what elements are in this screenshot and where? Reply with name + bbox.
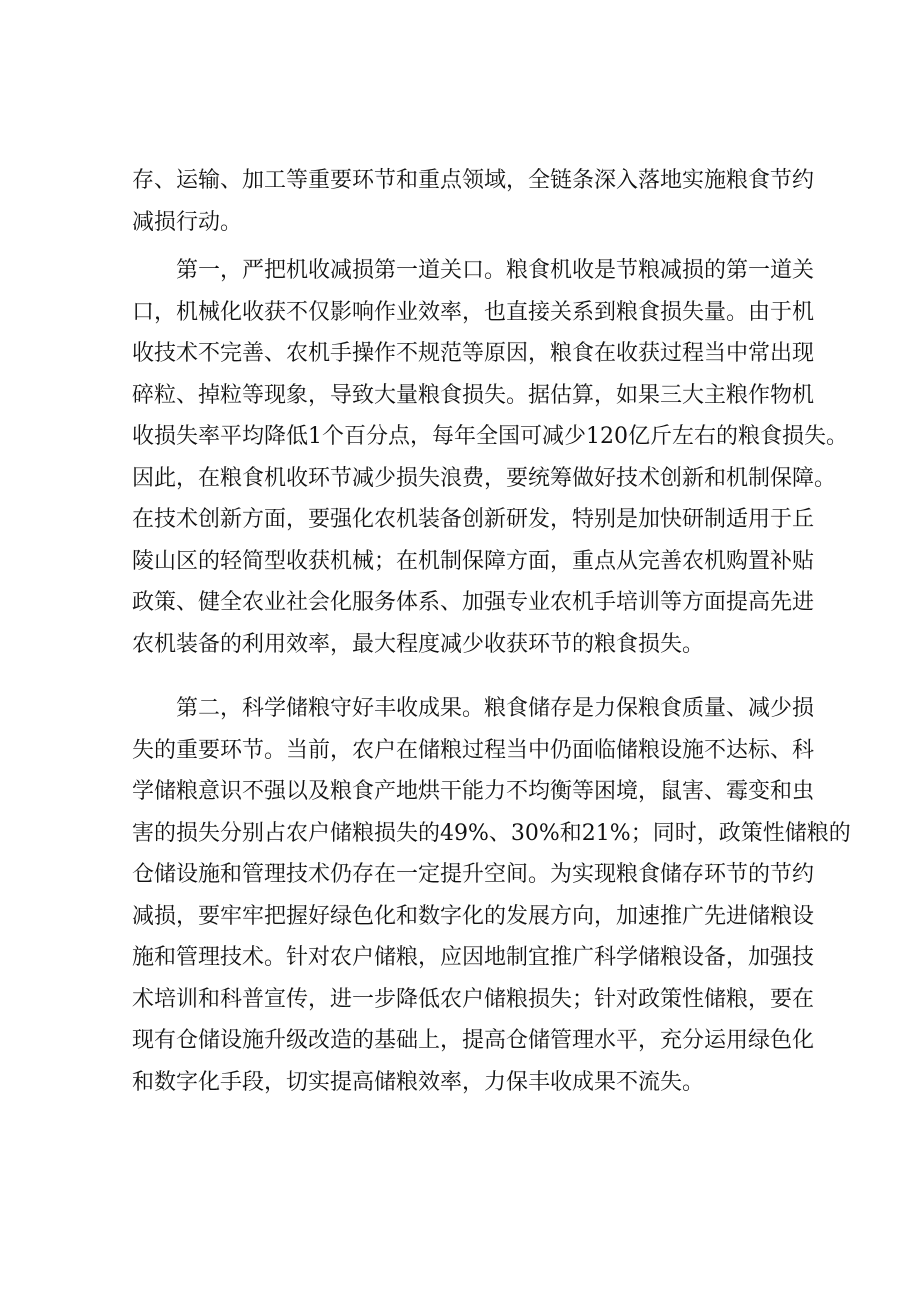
text-line: 第一，严把机收减损第一道关口。粮食机收是节粮减损的第一道关	[176, 258, 815, 283]
text-line: 第二，科学储粮守好丰收成果。粮食储存是力保粮食质量、减少损	[176, 696, 815, 721]
text-line: 失的重要环节。当前，农户在储粮过程当中仍面临储粮设施不达标、科	[132, 737, 815, 763]
text-line: 仓储设施和管理技术仍存在一定提升空间。为实现粮食储存环节的节约	[132, 862, 815, 887]
paragraph-continuation	[132, 160, 815, 243]
text-line: 收损失率平均降低1个百分点，每年全国可减少120亿斤左右的粮食损失。	[132, 424, 848, 449]
text-line: 政策、健全农业社会化服务体系、加强专业农机手培训等方面提高先进	[132, 590, 815, 615]
text-line: 口，机械化收获不仅影响作业效率，也直接关系到粮食损失量。由于机	[132, 299, 815, 325]
text-line: 农机装备的利用效率，最大程度减少收获环节的粮食损失。	[132, 631, 705, 657]
text-line: 减损，要牢牢把握好绿色化和数字化的发展方向，加速推广先进储粮设	[132, 903, 815, 929]
text-line: 和数字化手段，切实提高储粮效率，力保丰收成果不流失。	[132, 1069, 705, 1095]
text-line: 陵山区的轻简型收获机械；在机制保障方面，重点从完善农机购置补贴	[132, 548, 815, 574]
text-line: 害的损失分别占农户储粮损失的49%、30%和21%；同时，政策性储粮的	[132, 820, 851, 846]
text-line: 术培训和科普宣传，进一步降低农户储粮损失；针对政策性储粮，要在	[132, 986, 815, 1012]
text-line: 存、运输、加工等重要环节和重点领域，全链条深入落地实施粮食节约	[132, 168, 815, 193]
text-line: 碎粒、掉粒等现象，导致大量粮食损失。据估算，如果三大主粮作物机	[132, 382, 815, 408]
paragraph-first-mechanized-harvest	[132, 250, 848, 665]
paragraph-second-scientific-storage	[132, 688, 851, 1103]
text-line: 减损行动。	[132, 209, 243, 235]
text-line: 因此，在粮食机收环节减少损失浪费，要统筹做好技术创新和机制保障。	[132, 465, 837, 491]
text-line: 现有仓储设施升级改造的基础上，提高仓储管理水平，充分运用绿色化	[132, 1028, 815, 1053]
text-line: 学储粮意识不强以及粮食产地烘干能力不均衡等困境，鼠害、霉变和虫	[132, 779, 815, 804]
text-line: 收技术不完善、农机手操作不规范等原因，粮食在收获过程当中常出现	[132, 341, 815, 366]
text-line: 施和管理技术。针对农户储粮，应因地制宜推广科学储粮设备，加强技	[132, 945, 815, 970]
text-line: 在技术创新方面，要强化农机装备创新研发，特别是加快研制适用于丘	[132, 507, 815, 532]
